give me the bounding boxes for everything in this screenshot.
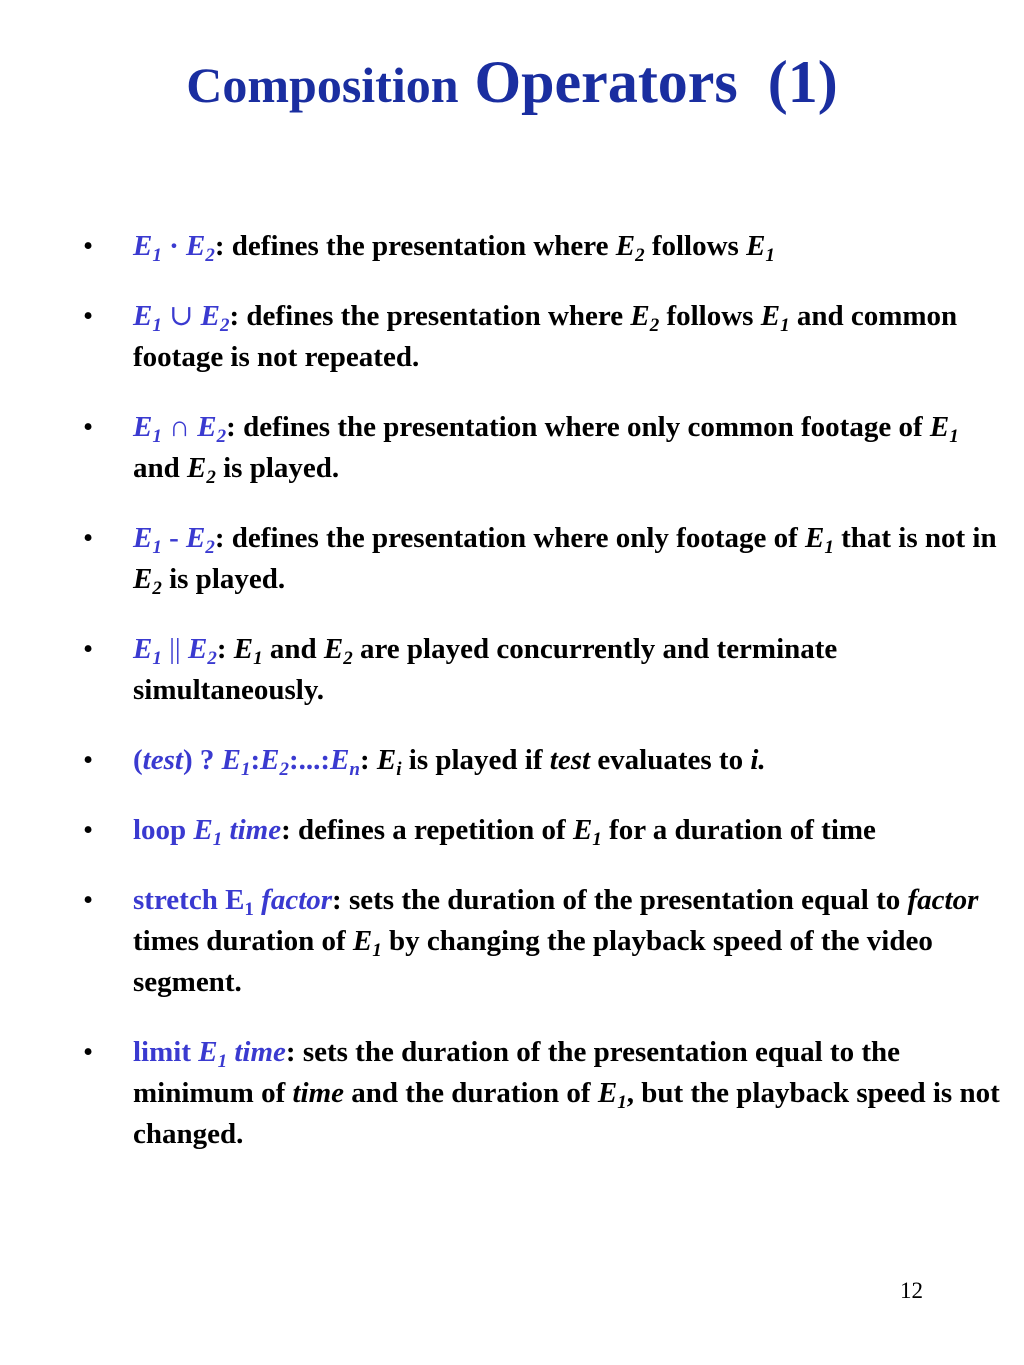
subscript: 1: [617, 1092, 627, 1113]
colon: :: [229, 300, 240, 332]
operand: E: [376, 744, 397, 776]
operand: E: [197, 411, 217, 443]
argument-ref: time: [292, 1077, 345, 1109]
bullet-sequence: [0, 226, 1024, 267]
subscript: 2: [635, 245, 645, 266]
subscript: 1: [152, 315, 162, 336]
operand: E: [746, 230, 766, 262]
test-ref: test: [549, 744, 591, 776]
operator-expression: [133, 633, 217, 669]
subscript: 1: [244, 899, 254, 920]
colon: :: [216, 633, 234, 665]
description-text: defines a repetition of: [290, 814, 573, 846]
operand: E: [352, 925, 373, 957]
subscript: 1: [240, 759, 251, 780]
subscript: 1: [217, 1051, 228, 1072]
bullet-stretch: [0, 880, 1024, 1003]
bullet-list: [0, 226, 1024, 1184]
bullet-dot: •: [83, 230, 94, 262]
subscript: 1: [592, 829, 602, 850]
subscript: 2: [220, 315, 230, 336]
argument-ref: factor: [907, 884, 979, 916]
description-text: and common footage is not repeated.: [133, 300, 958, 373]
subscript: 2: [205, 245, 215, 266]
operand: E: [133, 563, 153, 595]
description-text: defines the presentation where only footage of: [224, 522, 806, 554]
operand: i.: [750, 744, 766, 776]
operand: E: [200, 300, 220, 332]
operand: E: [133, 230, 153, 262]
operand: E: [233, 633, 254, 665]
subscript: 1: [152, 426, 162, 447]
operand: E: [572, 814, 593, 846]
subscript: 2: [207, 648, 217, 669]
slide-title: [0, 49, 1024, 115]
bullet-intersection: [0, 407, 1024, 489]
subscript: n: [349, 759, 360, 780]
operand: E: [221, 744, 241, 776]
page-number: 12: [900, 1278, 923, 1303]
operand: E: [323, 633, 344, 665]
operator-expression: [133, 744, 360, 780]
subscript: 1: [152, 245, 162, 266]
test-arg: test: [142, 744, 183, 776]
colon: :: [359, 744, 377, 776]
subscript: 1: [780, 315, 790, 336]
operand: E: [630, 300, 650, 332]
operator-symbol: -: [161, 522, 187, 554]
description-text: sets the duration of the presentation equal to the minimum of: [133, 1036, 900, 1109]
subscript: 1: [152, 537, 162, 558]
title-number: (1): [767, 49, 838, 115]
description-text: and the duration of: [344, 1077, 598, 1109]
subscript: 2: [216, 426, 227, 447]
subscript: 2: [206, 467, 216, 488]
operand: E: [597, 1077, 618, 1109]
operator-expression: [133, 411, 227, 447]
operand: E: [193, 814, 213, 846]
operand: E: [133, 522, 153, 554]
bullet-dot: •: [83, 522, 94, 554]
description-text: are played concurrently and terminate simultaneously.: [133, 633, 838, 706]
operator-expression: [133, 300, 230, 336]
description-text: follows: [644, 230, 747, 262]
operand: E: [805, 522, 825, 554]
separator: :: [250, 744, 261, 776]
description-text: is played.: [215, 452, 340, 484]
paren: (: [133, 744, 143, 776]
description-text: defines the presentation where: [224, 230, 616, 262]
operand: E: [187, 452, 207, 484]
operator-symbol: ||: [161, 633, 188, 665]
operator-symbol: ∩: [161, 411, 198, 443]
operand: E: [260, 744, 280, 776]
subscript: 1: [212, 829, 223, 850]
bullet-parallel: [0, 629, 1024, 711]
operand: E: [615, 230, 636, 262]
bullet-dot: •: [83, 744, 94, 776]
subscript: 2: [279, 759, 289, 780]
operator-expression: [133, 522, 215, 558]
colon: :: [285, 1036, 296, 1068]
description-text: times duration of: [133, 925, 353, 957]
bullet-dot: •: [83, 633, 94, 665]
operand: E: [186, 230, 206, 262]
operator-expression: [133, 230, 215, 266]
bullet-dot: •: [83, 411, 94, 443]
keyword: stretch E: [133, 884, 245, 916]
description-text: defines the presentation where: [239, 300, 631, 332]
bullet-dot: •: [83, 884, 94, 916]
operand: E: [133, 633, 153, 665]
bullet-dot: •: [83, 300, 94, 332]
bullet-loop: [0, 810, 1024, 851]
operand: E: [929, 411, 950, 443]
subscript: 1: [372, 940, 382, 961]
subscript: 2: [343, 648, 353, 669]
subscript: 2: [205, 537, 215, 558]
operand: E: [186, 522, 206, 554]
subscript: 1: [152, 648, 162, 669]
operator-symbol: ∪: [161, 300, 201, 332]
operator-symbol: ·: [161, 230, 187, 262]
description-text: by changing the playback speed of the video segment.: [133, 925, 933, 998]
description-text: is played if: [401, 744, 550, 776]
subscript: 2: [649, 315, 660, 336]
colon: :: [226, 411, 236, 443]
keyword: loop: [133, 814, 194, 846]
subscript: 1: [765, 245, 775, 266]
operator-expression: [133, 884, 333, 920]
operand: E: [133, 300, 153, 332]
description-text: evaluates to: [590, 744, 751, 776]
description-text: that is not in: [833, 522, 997, 554]
description-text: follows: [659, 300, 761, 332]
subscript: 1: [824, 537, 834, 558]
operand: E: [330, 744, 350, 776]
operand: E: [187, 633, 208, 665]
description-text: and: [133, 452, 188, 484]
title-word-composition: Composition: [186, 57, 459, 113]
subscript: 1: [253, 648, 263, 669]
operator-expression: [133, 1036, 286, 1072]
colon: :: [332, 884, 342, 916]
subscript: 1: [949, 426, 959, 447]
bullet-difference: [0, 518, 1024, 600]
operand: E: [760, 300, 781, 332]
argument: factor: [253, 884, 333, 916]
bullet-dot: •: [83, 1036, 94, 1068]
argument: time: [227, 1036, 286, 1068]
operand: E: [198, 1036, 218, 1068]
description-text: is played.: [161, 563, 286, 595]
bullet-limit: [0, 1032, 1024, 1155]
argument: time: [222, 814, 282, 846]
description-text: and: [262, 633, 324, 665]
description-text: , but the playback speed is not changed.: [133, 1077, 1000, 1150]
keyword: limit: [133, 1036, 199, 1068]
bullet-union: [0, 296, 1024, 378]
operator-symbol: ) ?: [182, 744, 222, 776]
bullet-dot: •: [83, 814, 94, 846]
operand: E: [133, 411, 153, 443]
colon: :: [214, 230, 225, 262]
subscript: i: [396, 759, 402, 780]
separator: :...:: [288, 744, 331, 776]
colon: :: [214, 522, 225, 554]
operator-expression: [133, 814, 282, 850]
description-text: defines the presentation where only common footage of: [235, 411, 930, 443]
bullet-conditional: [0, 740, 1024, 781]
description-text: for a duration of time: [601, 814, 876, 846]
colon: :: [281, 814, 291, 846]
title-word-operators: Operators: [474, 49, 738, 115]
subscript: 2: [152, 578, 162, 599]
description-text: sets the duration of the presentation equal to: [341, 884, 908, 916]
